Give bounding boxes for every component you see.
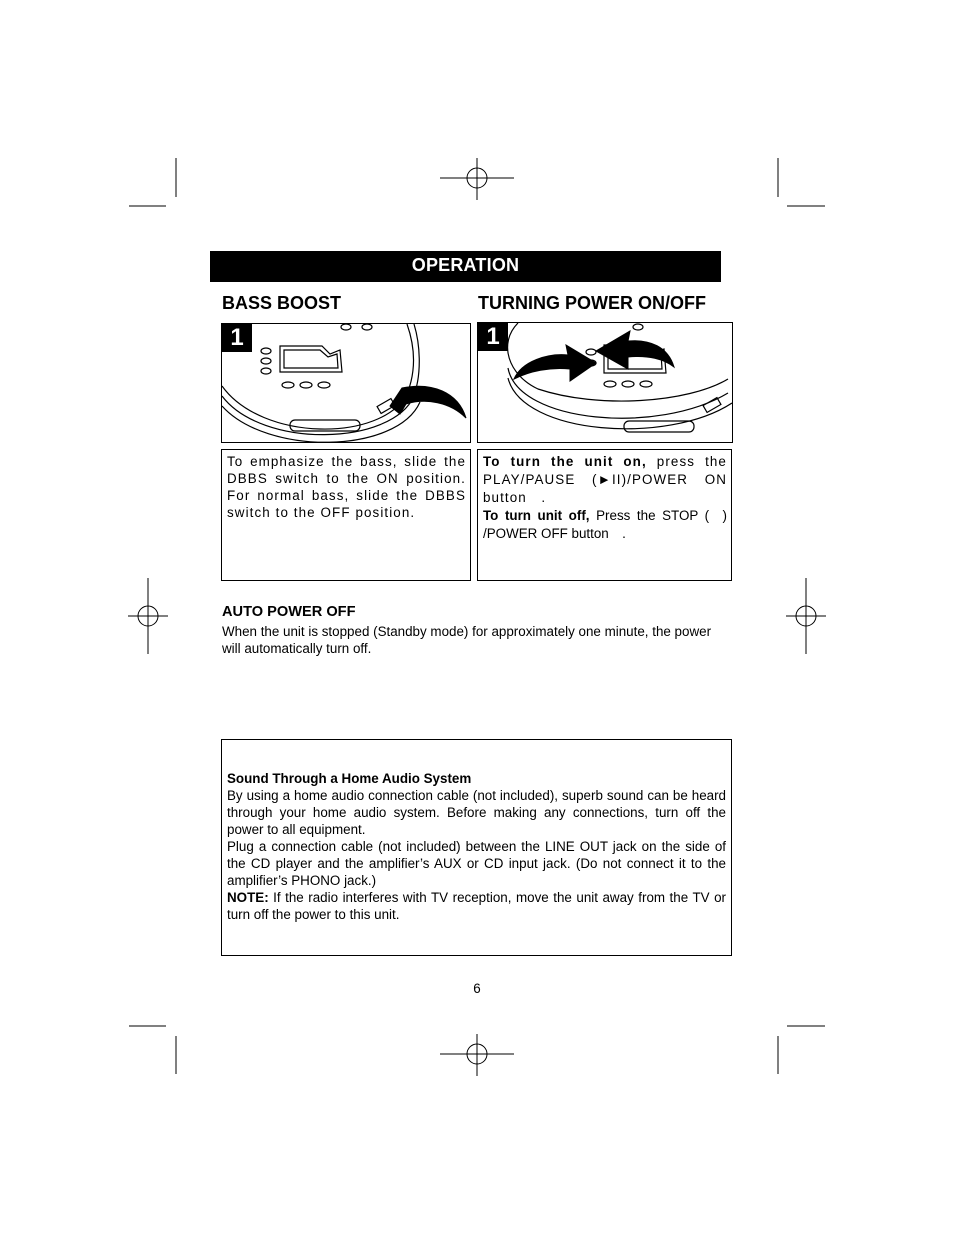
step-number-badge: 1 xyxy=(222,324,252,352)
home-audio-paragraph-2: Plug a connection cable (not included) between the LINE OUT jack on the side of the CD player and the amplifier’s AUX or CD input jack. (Do not connect it to the amplifier’s PHONO jack.) xyxy=(227,839,726,888)
power-instructions xyxy=(477,449,732,581)
home-audio-paragraph-1: By using a home audio connection cable (not included), superb sound can be heard through your home audio system. Before making any connections, turn off the power to all equipment. xyxy=(227,788,726,837)
auto-power-off-title: AUTO POWER OFF xyxy=(222,604,356,620)
power-title: TURNING POWER ON/OFF xyxy=(478,293,706,313)
note-label: NOTE: xyxy=(227,890,269,905)
power-on-text: press the PLAY/PAUSE ( xyxy=(483,454,727,487)
step-number-badge: 1 xyxy=(478,323,508,351)
power-off-text: Press the STOP ( xyxy=(589,508,710,523)
power-off-end: . xyxy=(622,526,626,541)
note-text: If the radio interferes with TV reception, move the unit away from the TV or turn off the power to this unit. xyxy=(227,890,726,922)
home-audio-title: Sound Through a Home Audio System xyxy=(227,771,472,786)
power-on-lead: To turn the unit on, xyxy=(483,454,647,469)
home-audio-box xyxy=(221,739,732,956)
operation-banner: OPERATION xyxy=(210,251,721,282)
cd-player-side-view xyxy=(222,324,470,442)
bass-boost-title: BASS BOOST xyxy=(222,293,342,313)
power-off-text-2: ) /POWER OFF button xyxy=(483,508,727,541)
slide-arrow-icon xyxy=(390,386,466,418)
press-arrow-icon xyxy=(514,345,596,381)
power-off-lead: To turn unit off, xyxy=(483,508,590,523)
play-pause-symbol: ►II xyxy=(597,472,622,487)
power-on-end: . xyxy=(541,490,547,505)
bass-boost-instructions xyxy=(221,449,471,581)
auto-power-off-text: When the unit is stopped (Standby mode) for approximately one minute, the power will automatically turn off. xyxy=(222,624,712,656)
bass-boost-text: To emphasize the bass, slide the DBBS switch to the ON position. For normal bass, slide the DBBS switch to the OFF position. xyxy=(227,454,466,520)
cd-player-top-view xyxy=(478,323,732,442)
page-number: 6 xyxy=(473,981,481,996)
power-illustration xyxy=(477,322,733,443)
bass-boost-illustration xyxy=(221,323,471,443)
power-on-text-2: )/POWER ON button xyxy=(483,472,728,505)
